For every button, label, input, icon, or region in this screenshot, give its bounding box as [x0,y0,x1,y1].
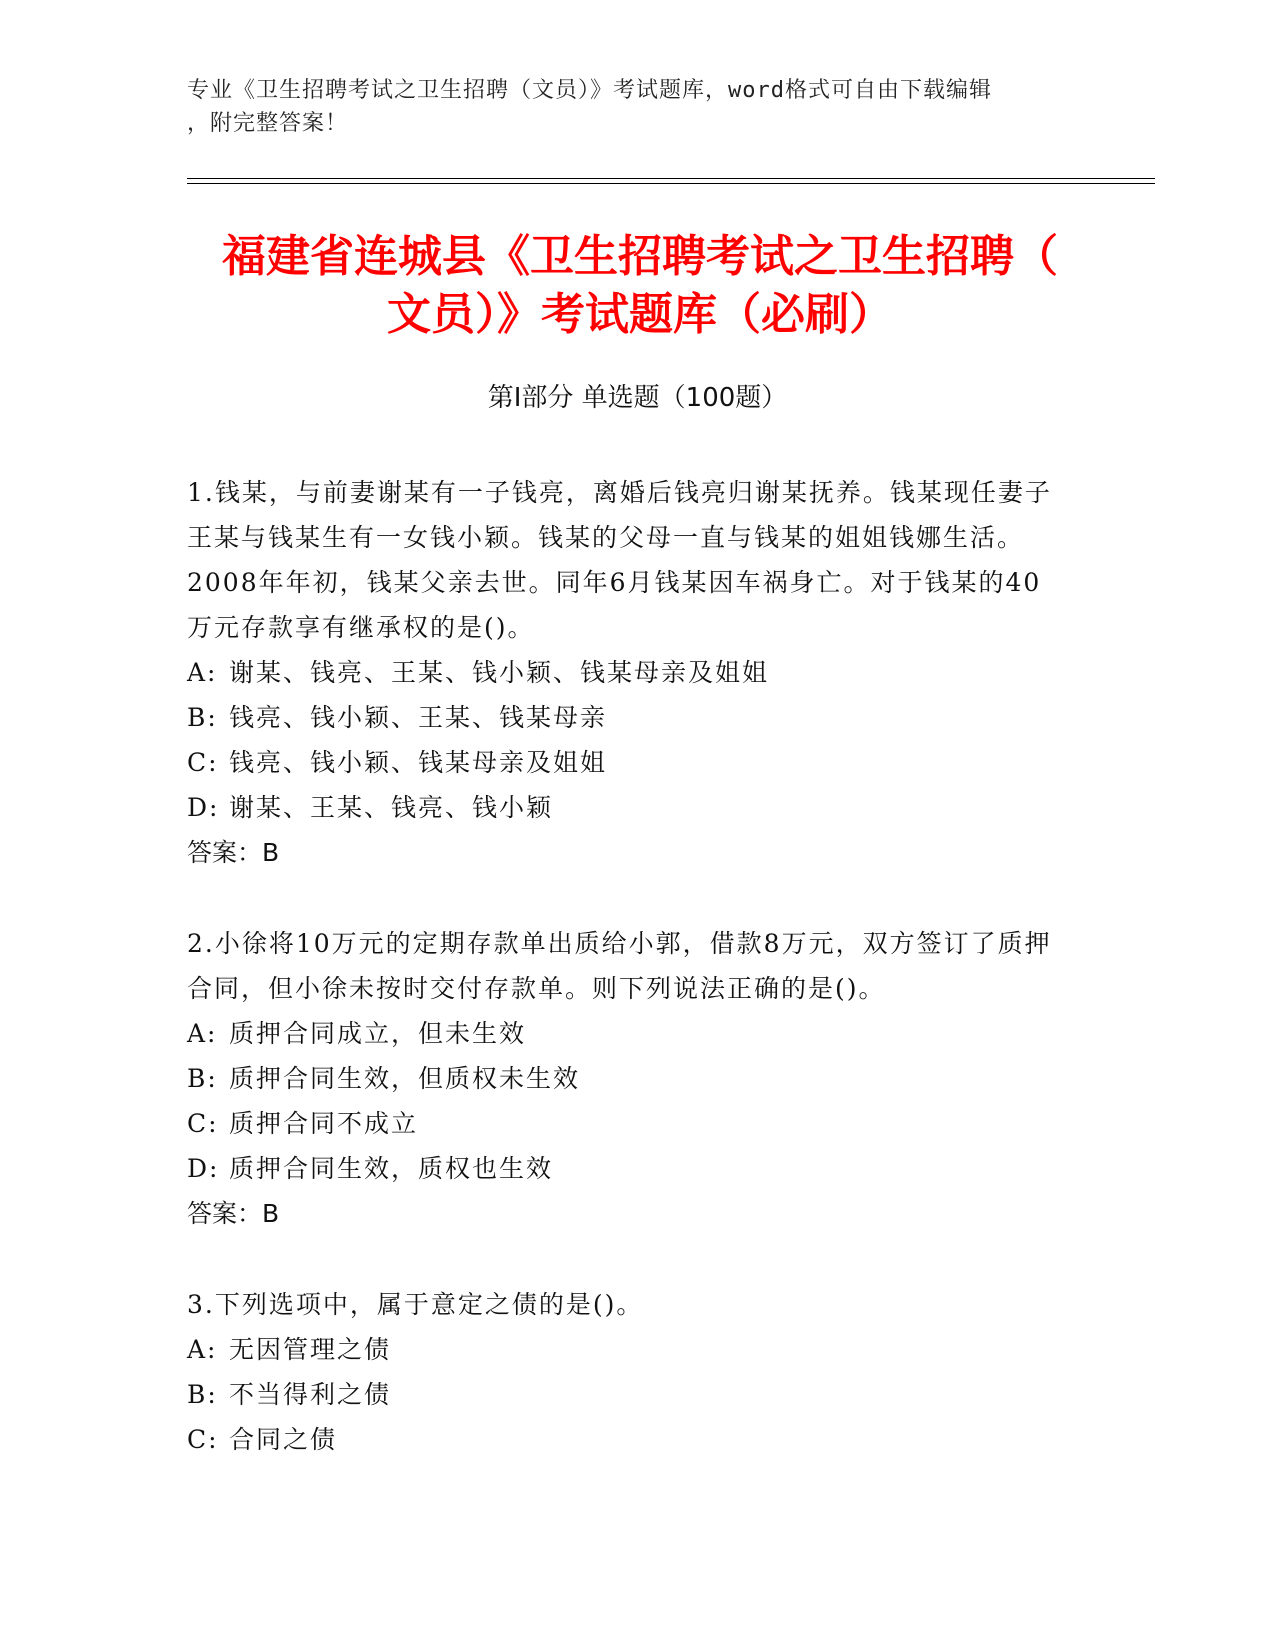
option-letter: D: [187,1154,220,1183]
option-letter: A: [187,658,218,687]
document-title [160,228,1120,344]
option-letter: A: [187,1335,218,1364]
option-letter: B: [187,703,218,732]
option-c [187,1417,1067,1462]
option-letter: B: [187,1064,218,1093]
option-letter: C: [187,1109,219,1138]
page-header [187,74,1067,140]
title-line-1: 福建省连城县《卫生招聘考试之卫生招聘（ [222,231,1058,282]
question-text: 1.钱某，与前妻谢某有一子钱亮，离婚后钱亮归谢某抚养。钱某现任妻子王某与钱某生有一女钱小颖。钱某的父母一直与钱某的姐姐钱娜生活。2008年年初，钱某父亲去世。同年6月钱某因车祸身亡。对于钱某的40万元存款享有继承权的是()。 [187,478,1052,642]
question-2 [187,921,1067,1236]
option-text: 钱亮、钱小颖、王某、钱某母亲 [229,703,608,732]
question-text: 2.小徐将10万元的定期存款单出质给小郭，借款8万元，双方签订了质押合同，但小徐未按时交付存款单。则下列说法正确的是()。 [187,929,1052,1003]
option-b [187,695,1067,740]
option-a [187,1327,1067,1372]
option-c [187,1101,1067,1146]
option-text: 合同之债 [229,1425,338,1454]
answer-label: 答案：B [187,838,280,867]
answer-label: 答案：B [187,1199,280,1228]
option-letter: D: [187,793,220,822]
header-line-2: ，附完整答案！ [187,111,349,136]
question-1 [187,470,1067,875]
title-line-2: 文员）》考试题库（必刷） [387,289,893,340]
option-b [187,1372,1067,1417]
option-letter: C: [187,748,219,777]
header-divider-bottom [187,183,1155,184]
option-text: 谢某、钱亮、王某、钱小颖、钱某母亲及姐姐 [229,658,770,687]
option-a [187,650,1067,695]
option-text: 钱亮、钱小颖、钱某母亲及姐姐 [229,748,608,777]
option-d [187,785,1067,830]
question-3 [187,1282,1067,1462]
option-d [187,1146,1067,1191]
option-text: 质押合同生效，但质权未生效 [229,1064,581,1093]
question-list [187,470,1067,1508]
header-divider-top [187,178,1155,179]
question-text: 3.下列选项中，属于意定之债的是()。 [187,1290,644,1319]
option-letter: A: [187,1019,218,1048]
option-b [187,1056,1067,1101]
option-c [187,740,1067,785]
option-text: 不当得利之债 [229,1380,392,1409]
section-heading: 第Ⅰ部分 单选题（100题） [487,383,788,413]
header-line-1: 专业《卫生招聘考试之卫生招聘（文员）》考试题库，word格式可自由下载编辑 [187,78,992,103]
option-text: 质押合同不成立 [229,1109,419,1138]
option-text: 质押合同生效，质权也生效 [229,1154,554,1183]
option-letter: C: [187,1425,219,1454]
option-letter: B: [187,1380,218,1409]
option-text: 质押合同成立，但未生效 [229,1019,527,1048]
option-text: 谢某、王某、钱亮、钱小颖 [229,793,554,822]
option-text: 无因管理之债 [229,1335,392,1364]
option-a [187,1011,1067,1056]
